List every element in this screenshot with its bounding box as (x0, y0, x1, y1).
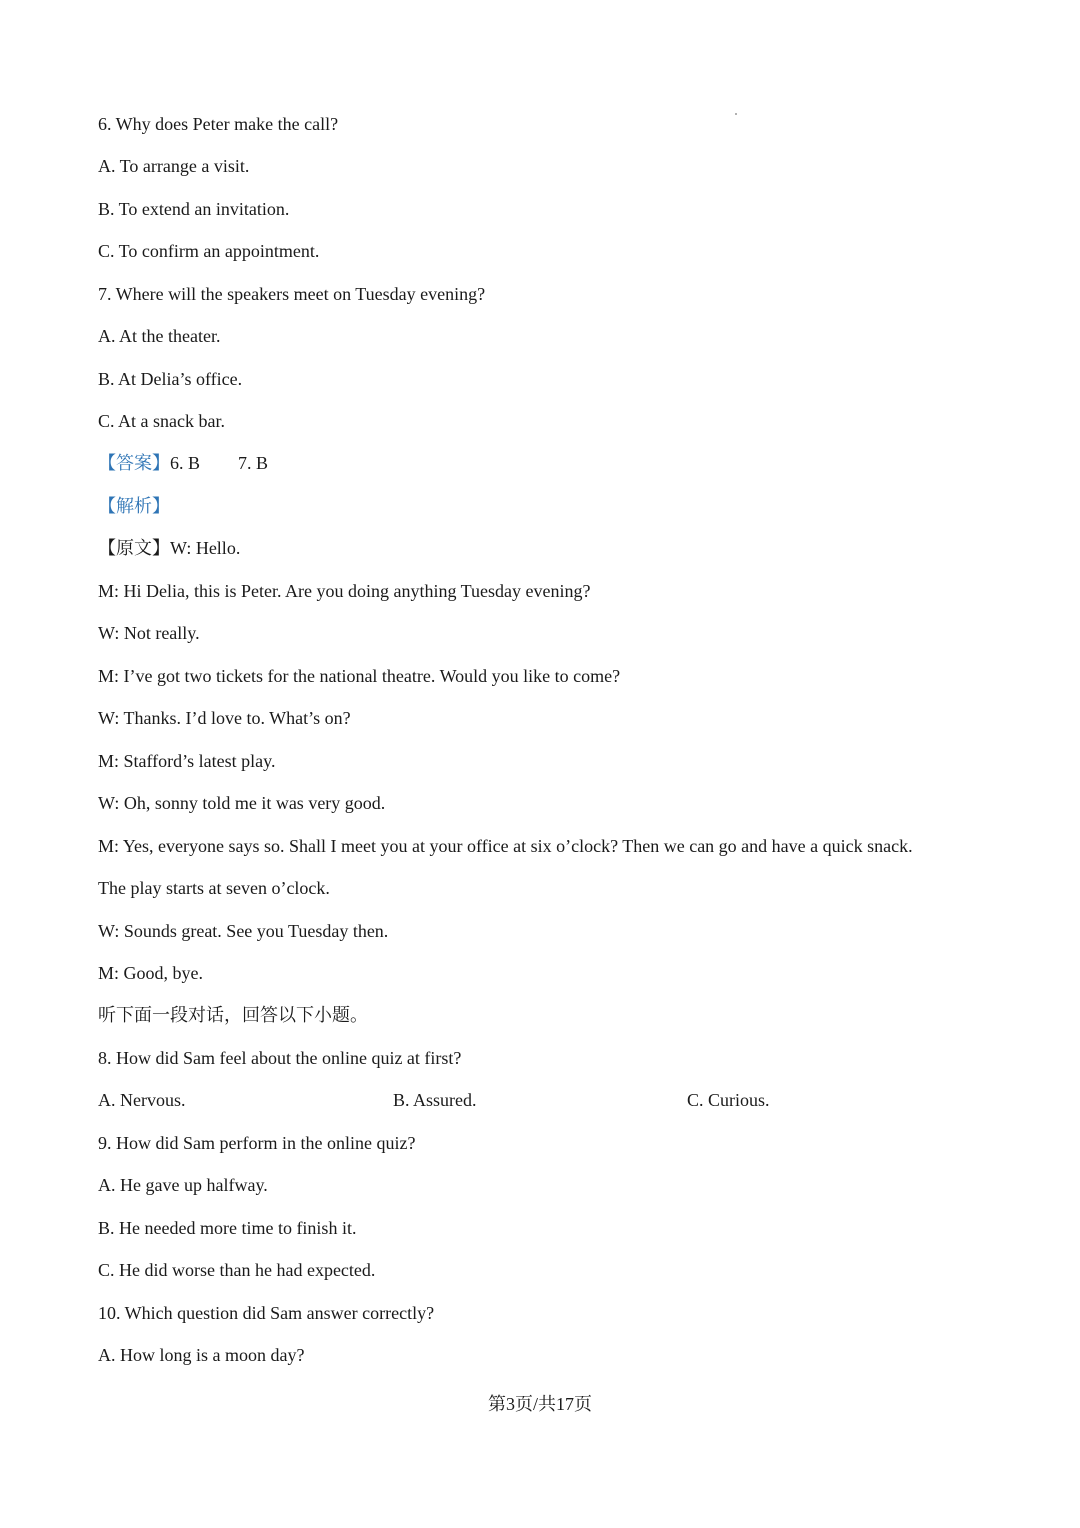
question-9-option-b: B. He needed more time to finish it. (98, 1218, 357, 1238)
transcript-line-4: M: I’ve got two tickets for the national theatre. Would you like to come? (98, 666, 621, 686)
transcript-line-7: W: Oh, sonny told me it was very good. (98, 793, 386, 813)
question-6-option-a: A. To arrange a visit. (98, 156, 250, 176)
question-7-option-a: A. At the theater. (98, 326, 221, 346)
transcript-label: 【原文】 (98, 538, 170, 558)
question-7-stem: 7. Where will the speakers meet on Tuesday evening? (98, 284, 486, 304)
answer-7: 7. B (238, 453, 269, 473)
transcript-line-10: W: Sounds great. See you Tuesday then. (98, 921, 389, 941)
answer-6: 6. B (170, 453, 201, 473)
answer-label: 【答案】 (98, 453, 170, 473)
question-10-stem: 10. Which question did Sam answer correctly? (98, 1303, 435, 1323)
question-9-option-a: A. He gave up halfway. (98, 1175, 268, 1195)
question-8-option-a: A. Nervous. (98, 1090, 186, 1110)
question-10-option-a: A. How long is a moon day? (98, 1345, 305, 1365)
section-instruction: 听下面一段对话，回答以下小题。 (98, 1005, 368, 1025)
transcript-line-9: The play starts at seven o’clock. (98, 878, 330, 898)
answer-line (98, 451, 268, 475)
question-6-option-b: B. To extend an invitation. (98, 199, 290, 219)
question-8-stem: 8. How did Sam feel about the online quiz at first? (98, 1048, 462, 1068)
analysis-label: 【解析】 (98, 496, 170, 516)
question-6-stem: 6. Why does Peter make the call? (98, 114, 339, 134)
transcript-line-1 (98, 536, 240, 560)
scan-speck (735, 113, 737, 115)
transcript-text-1: W: Hello. (170, 538, 241, 558)
transcript-line-11: M: Good, bye. (98, 963, 203, 983)
question-6-option-c: C. To confirm an appointment. (98, 241, 320, 261)
question-9-option-c: C. He did worse than he had expected. (98, 1260, 376, 1280)
question-7-option-c: C. At a snack bar. (98, 411, 225, 431)
transcript-line-8: M: Yes, everyone says so. Shall I meet you at your office at six o’clock? Then we can go and have a quick snack. (98, 836, 913, 856)
transcript-line-3: W: Not really. (98, 623, 200, 643)
transcript-line-5: W: Thanks. I’d love to. What’s on? (98, 708, 351, 728)
transcript-line-6: M: Stafford’s latest play. (98, 751, 276, 771)
question-8-options (98, 1088, 998, 1112)
transcript-line-2: M: Hi Delia, this is Peter. Are you doing anything Tuesday evening? (98, 581, 591, 601)
page-footer: 第3页/共17页 (487, 1394, 592, 1414)
question-8-option-b: B. Assured. (393, 1090, 477, 1110)
question-7-option-b: B. At Delia’s office. (98, 369, 243, 389)
question-8-option-c: C. Curious. (687, 1090, 770, 1110)
question-9-stem: 9. How did Sam perform in the online quiz? (98, 1133, 416, 1153)
